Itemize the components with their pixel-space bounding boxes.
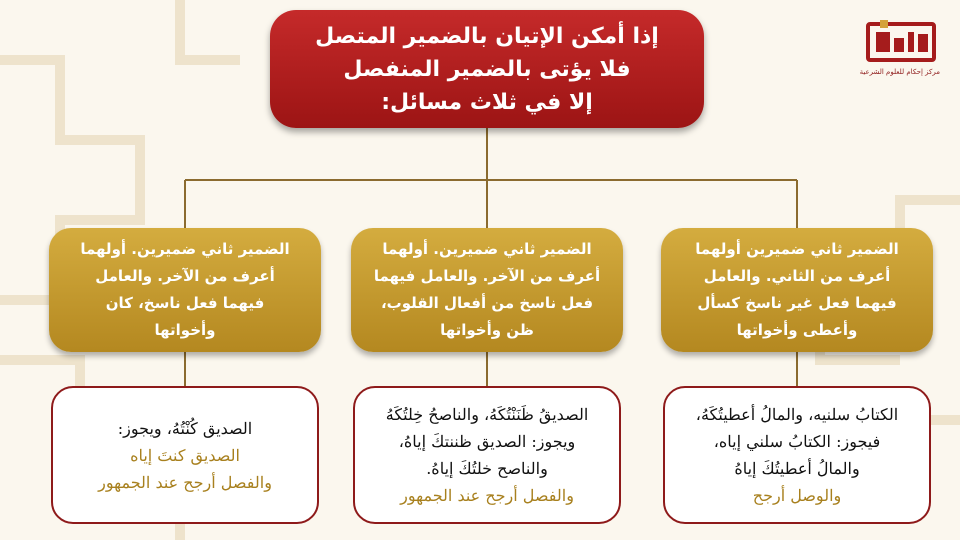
rule-line: فيهما فعل غير ناسخ كسأل — [697, 294, 897, 312]
example-line: والناصح خلتُكَ إياهُ. — [426, 459, 548, 478]
example-line: الكتابُ سلنيه، والمالُ أعطيتُكَهُ، — [695, 405, 899, 424]
rule-line: وأخواتها — [154, 321, 216, 339]
title-box — [270, 10, 704, 128]
example-conclusion: والفصل أرجح عند الجمهور — [400, 486, 574, 505]
rule-line: الضمير ثاني ضميرين. أولهما — [80, 240, 290, 258]
logo-subtitle: مركز إحكام للعلوم الشرعية — [859, 68, 940, 76]
rule-box-third — [49, 228, 321, 352]
example-line: الصديق كُنْتُهُ، ويجوز: — [117, 418, 253, 438]
rule-line: أعرف من الآخر. والعامل — [95, 267, 275, 285]
rule-box-first — [661, 228, 933, 352]
example-conclusion: والوصل أرجح — [752, 486, 842, 505]
example-line: الصديق كنتَ إياه — [130, 445, 240, 465]
rule-line: فعل ناسخ من أفعال القلوب، — [380, 294, 594, 312]
title-line: فلا يؤتى بالضمير المنفصل — [343, 56, 631, 82]
rule-line: الضمير ثاني ضميرين أولهما — [695, 240, 899, 258]
rule-line: أعرف من الآخر. والعامل فيهما — [373, 267, 601, 285]
rule-line: وأعطى وأخواتها — [736, 321, 858, 339]
rule-line: الضمير ثاني ضميرين. أولهما — [382, 240, 592, 258]
rule-box-second — [351, 228, 623, 352]
rule-line: أعرف من الثاني. والعامل — [703, 267, 891, 285]
example-line: الصديقُ ظَنَنْتُكَهُ، والناصحُ خِلتُكَهُ — [385, 405, 589, 424]
example-line: فيجوز: الكتابُ سلني إياه، — [713, 432, 881, 451]
title-line: إذا أمكن الإتيان بالضمير المتصل — [315, 23, 659, 49]
example-box-third — [51, 386, 319, 524]
rule-line: فيهما فعل ناسخ، كان — [105, 294, 265, 312]
example-conclusion: والفصل أرجح عند الجمهور — [98, 472, 272, 492]
rule-line: ظن وأخواتها — [440, 321, 534, 339]
example-box-first — [663, 386, 931, 524]
example-line: والمالُ أعطيتُكَ إياهُ — [734, 459, 860, 478]
example-box-second — [353, 386, 621, 524]
example-line: ويجوز: الصديق ظننتكَ إياهُ، — [398, 432, 576, 451]
title-line: إلا في ثلاث مسائل: — [381, 89, 593, 115]
